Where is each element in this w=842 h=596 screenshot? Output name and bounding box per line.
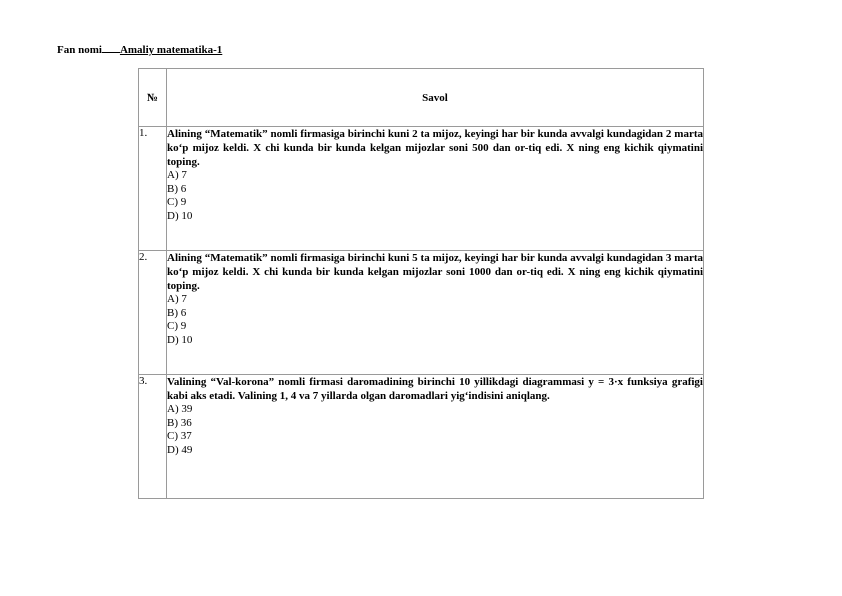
question-cell: [167, 127, 704, 251]
question-text: Valining “Val-korona” nomli firmasi daromadining birinchi 10 yillikdagi diagrammasi y = 3·x funksiya grafigi kabi aks etadi. Valining 1, 4 va 7 yillarda olgan daromadlari yig‘indisini aniqlang.: [167, 376, 703, 402]
option-b: B) 6: [167, 306, 187, 319]
questions-table: [138, 68, 704, 499]
question-number: 1.: [139, 127, 167, 251]
option-b: B) 36: [167, 416, 192, 429]
option-b: B) 6: [167, 182, 187, 195]
answer-options: [167, 403, 703, 457]
answer-options: [167, 293, 703, 347]
answer-options: [167, 169, 703, 223]
subject-header: [57, 43, 222, 56]
table-row: [139, 127, 704, 251]
question-column-header: Savol: [167, 69, 704, 127]
option-c: C) 9: [167, 196, 187, 208]
question-number: 3.: [139, 375, 167, 499]
question-cell: [167, 375, 704, 499]
subject-label: Fan nomi: [57, 44, 102, 56]
blank-underline: [102, 43, 120, 53]
table-row: [139, 375, 704, 499]
option-a: A) 7: [167, 169, 187, 181]
option-a: A) 7: [167, 293, 187, 305]
option-a: A) 39: [167, 403, 193, 415]
option-d: D) 10: [167, 209, 193, 222]
subject-name: Amaliy matematika-1: [119, 44, 223, 56]
option-d: D) 10: [167, 333, 193, 346]
option-c: C) 9: [167, 320, 187, 332]
option-d: D) 49: [167, 443, 193, 456]
question-text: Alining “Matematik” nomli firmasiga birinchi kuni 2 ta mijoz, keyingi har bir kunda avvalgi kundagidan 2 marta ko‘p mijoz keldi. X chi kunda bir kunda kelgan mijozlar soni 500 dan or-tiq edi. X ning eng kichik qiymatini toping.: [167, 128, 703, 168]
number-column-header: №: [139, 69, 167, 127]
table-row: [139, 251, 704, 375]
question-number: 2.: [139, 251, 167, 375]
option-c: C) 37: [167, 430, 192, 442]
question-cell: [167, 251, 704, 375]
table-header-row: [139, 69, 704, 127]
question-text: Alining “Matematik” nomli firmasiga birinchi kuni 5 ta mijoz, keyingi har bir kunda avvalgi kundagidan 3 marta ko‘p mijoz keldi. X chi kunda bir kunda kelgan mijozlar soni 1000 dan or-tiq edi. X ning eng kichik qiymatini toping.: [167, 252, 703, 292]
